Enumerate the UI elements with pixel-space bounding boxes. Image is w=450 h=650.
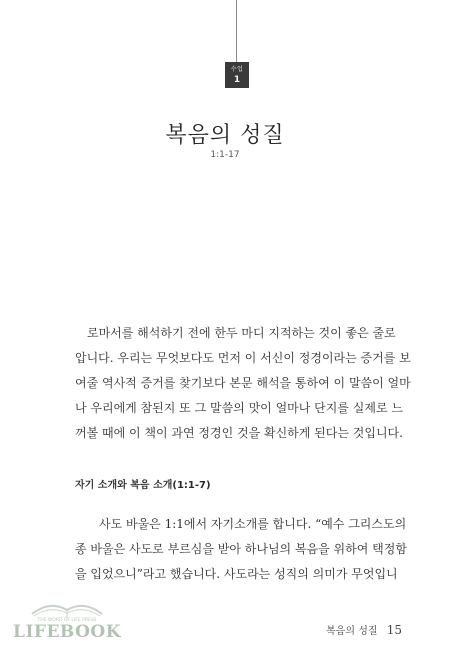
lifebook-logo: [12, 596, 122, 642]
body-line: 사도 바울은 1:1에서 자기소개를 합니다. “예수 그리스도의: [99, 517, 407, 531]
logo-tagline: THE WORD OF LIFE PRESS: [37, 618, 97, 623]
intro-line: 여줄 역사적 증거를 찾기보다 본문 해석을 통하여 이 말씀이 얼마: [75, 376, 411, 390]
body-line: 종 바울은 사도로 부르심을 받아 하나님의 복음을 위하여 택정함: [75, 542, 407, 556]
body-line: 을 입었으니”라고 했습니다. 사도라는 성직의 의미가 무엇입니: [75, 567, 398, 581]
intro-line: 로마서를 해석하기 전에 한두 마디 지적하는 것이 좋은 줄로: [87, 326, 396, 340]
intro-paragraph: [75, 321, 411, 446]
lesson-label: 수업: [230, 66, 244, 73]
section-heading: 자기 소개와 복음 소개(1:1-7): [75, 480, 211, 491]
intro-line: 나 우리에게 참된지 또 그 말씀의 맛이 얼마나 단지를 실제로 느: [75, 401, 403, 415]
lesson-badge: [225, 62, 249, 88]
lifebook-logo-art: [12, 596, 122, 642]
page-footer: [326, 622, 402, 637]
body-paragraph: [75, 512, 407, 587]
running-title: 복음의 성질: [326, 626, 378, 637]
intro-line: 꺼볼 때에 이 책이 과연 정경인 것을 확신하게 된다는 것입니다.: [75, 426, 403, 440]
page-number: 15: [386, 623, 402, 637]
chapter-reference: 1:1-17: [210, 150, 240, 160]
lesson-number: 1: [233, 75, 241, 85]
logo-wordmark: LIFEBOOK: [12, 622, 122, 642]
chapter-title: 복음의 성질: [165, 123, 285, 148]
intro-line: 압니다. 우리는 무엇보다도 먼저 이 서신이 정경이라는 증거를 보: [75, 351, 411, 365]
top-decorative-rule: [236, 0, 237, 62]
